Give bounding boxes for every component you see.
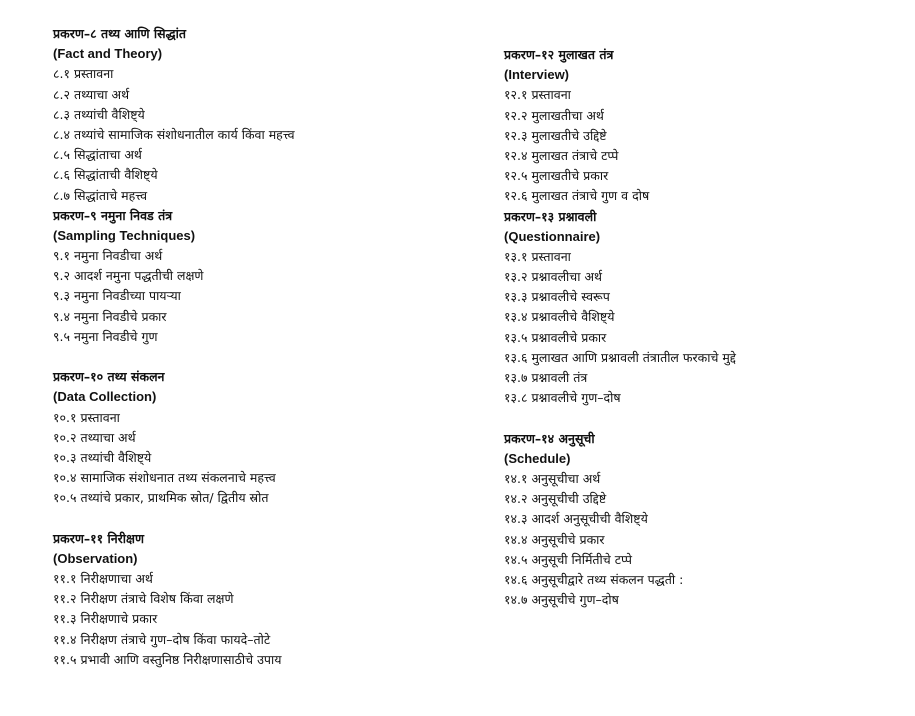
chapter-section bbox=[504, 45, 736, 207]
chapter-subtitle: (Fact and Theory) bbox=[53, 46, 163, 62]
section-gap bbox=[53, 509, 295, 529]
chapter-subtitle: (Data Collection) bbox=[53, 389, 157, 405]
toc-item: १३.१ प्रस्तावना bbox=[504, 248, 571, 264]
chapter-title: प्रकरण–११ निरीक्षण bbox=[53, 530, 144, 546]
toc-item: ८.३ तथ्यांची वैशिष्ट्ये bbox=[53, 106, 145, 122]
toc-item: ११.२ निरीक्षण तंत्राचे विशेष किंवा लक्षणे bbox=[53, 591, 234, 607]
toc-item: ११.५ प्रभावी आणि वस्तुनिष्ठ निरीक्षणासाठीचे उपाय bbox=[53, 651, 282, 667]
chapter-subtitle: (Sampling Techniques) bbox=[53, 227, 196, 243]
toc-item: १४.२ अनुसूचीची उद्दिष्टे bbox=[504, 491, 607, 507]
chapter-title: प्रकरण–१० तथ्य संकलन bbox=[53, 369, 165, 385]
toc-item: ८.५ सिद्धांताचा अर्थ bbox=[53, 147, 142, 163]
toc-item: १२.१ प्रस्तावना bbox=[504, 87, 571, 103]
toc-item: ९.२ आदर्श नमुना पद्धतीची लक्षणे bbox=[53, 268, 204, 284]
toc-item: १३.५ प्रश्नावलीचे प्रकार bbox=[504, 329, 607, 345]
toc-item: १०.३ तथ्यांची वैशिष्ट्ये bbox=[53, 449, 152, 465]
chapter-title: प्रकरण–१४ अनुसूची bbox=[504, 430, 595, 446]
toc-item: ११.४ निरीक्षण तंत्राचे गुण–दोष किंवा फायदे–तोटे bbox=[53, 631, 271, 647]
toc-item: ११.३ निरीक्षणाचे प्रकार bbox=[53, 611, 158, 627]
toc-item: ९.४ नमुना निवडीचे प्रकार bbox=[53, 308, 167, 324]
toc-item: १०.४ सामाजिक संशोधनात तथ्य संकलनाचे महत्त्व bbox=[53, 470, 276, 486]
chapter-title: प्रकरण–९ नमुना निवड तंत्र bbox=[53, 207, 173, 223]
chapter-section bbox=[504, 207, 736, 429]
chapter-subtitle: (Schedule) bbox=[504, 450, 571, 466]
chapter-section bbox=[53, 206, 295, 368]
toc-item: ८.७ सिद्धांताचे महत्त्व bbox=[53, 187, 148, 203]
toc-item: ११.१ निरीक्षणाचा अर्थ bbox=[53, 571, 153, 587]
toc-item: १०.१ प्रस्तावना bbox=[53, 409, 120, 425]
toc-item: १३.६ मुलाखत आणि प्रश्नावली तंत्रातील फरकाचे मुद्दे bbox=[504, 349, 736, 365]
toc-item: ९.१ नमुना निवडीचा अर्थ bbox=[53, 248, 163, 264]
toc-item: १४.६ अनुसूचीद्वारे तथ्य संकलन पद्धती : bbox=[504, 571, 684, 587]
toc-item: १२.२ मुलाखतीचा अर्थ bbox=[504, 107, 604, 123]
toc-item: १४.४ अनुसूचीचे प्रकार bbox=[504, 531, 605, 547]
toc-item: १०.५ तथ्यांचे प्रकार, प्राथमिक स्रोत/ द्वितीय स्रोत bbox=[53, 490, 269, 506]
chapter-subtitle: (Questionnaire) bbox=[504, 228, 601, 244]
chapter-title: प्रकरण–८ तथ्य आणि सिद्धांत bbox=[53, 26, 186, 41]
toc-item: ८.१ प्रस्तावना bbox=[53, 66, 114, 82]
toc-item: १४.१ अनुसूचीचा अर्थ bbox=[504, 470, 601, 486]
toc-item: १०.२ तथ्याचा अर्थ bbox=[53, 429, 136, 445]
right-column bbox=[504, 0, 736, 610]
chapter-subtitle: (Observation) bbox=[53, 550, 138, 566]
chapter-section bbox=[504, 429, 736, 611]
toc-item: १३.२ प्रश्नावलीचा अर्थ bbox=[504, 269, 602, 285]
toc-item: ८.४ तथ्यांचे सामाजिक संशोधनातील कार्य किंवा महत्त्व bbox=[53, 126, 295, 142]
toc-item: ८.२ तथ्याचा अर्थ bbox=[53, 86, 130, 102]
toc-item: १२.६ मुलाखत तंत्राचे गुण व दोष bbox=[504, 188, 650, 204]
toc-item: १४.७ अनुसूचीचे गुण–दोष bbox=[504, 592, 619, 608]
toc-item: ९.३ नमुना निवडीच्या पायऱ्या bbox=[53, 288, 181, 304]
chapter-subtitle: (Interview) bbox=[504, 67, 570, 83]
section-gap bbox=[504, 408, 736, 428]
toc-item: १३.४ प्रश्नावलीचे वैशिष्ट्ये bbox=[504, 309, 615, 325]
toc-item: १२.४ मुलाखत तंत्राचे टप्पे bbox=[504, 147, 619, 163]
toc-item: १४.३ आदर्श अनुसूचीची वैशिष्ट्ये bbox=[504, 511, 648, 527]
toc-item: १३.८ प्रश्नावलीचे गुण–दोष bbox=[504, 390, 621, 406]
toc-item: १३.३ प्रश्नावलीचे स्वरूप bbox=[504, 289, 610, 305]
toc-item: १४.५ अनुसूची निर्मितीचे टप्पे bbox=[504, 551, 632, 567]
chapter-section bbox=[53, 367, 295, 529]
left-column bbox=[53, 0, 295, 670]
toc-item: १२.५ मुलाखतीचे प्रकार bbox=[504, 168, 609, 184]
toc-item: १२.३ मुलाखतीचे उद्दिष्टे bbox=[504, 127, 607, 143]
toc-item: ८.६ सिद्धांताची वैशिष्ट्ये bbox=[53, 167, 158, 183]
chapter-title: प्रकरण–१३ प्रश्नावली bbox=[504, 208, 597, 224]
chapter-title: प्रकरण–१२ मुलाखत तंत्र bbox=[504, 47, 614, 62]
section-gap bbox=[53, 347, 295, 367]
chapter-section bbox=[53, 24, 295, 206]
toc-item: १३.७ प्रश्नावली तंत्र bbox=[504, 370, 588, 385]
toc-item: ९.५ नमुना निवडीचे गुण bbox=[53, 328, 158, 344]
chapter-section bbox=[53, 529, 295, 670]
